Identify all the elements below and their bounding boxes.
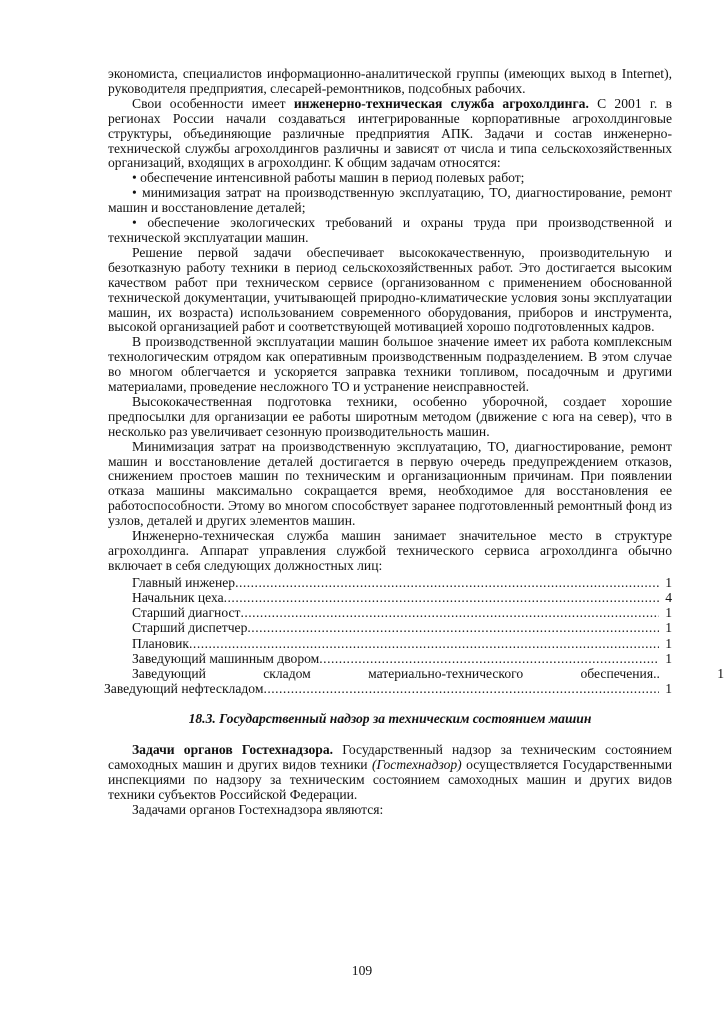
paragraph-gostekhnadzor: Задачи органов Гостехнадзора. Государственный надзор за техническим состоянием самоходных машин и других видов техники (Гостехнадзор) осуществляется Государственными инспекциями по надзору за техническим состоянием самоходных машин и других видов техники субъектов Российской Федерации. <box>108 742 673 802</box>
staff-list <box>104 574 724 698</box>
staff-row: Главный инженер ..... 1 <box>108 576 672 591</box>
body-text <box>104 66 724 818</box>
paragraph: Решение первой задачи обеспечивает высококачественную, производительную и безотказную работу техники в период сельскохозяйственных работ. Это достигается высоким качеством работ при техническом сервисе (организованном с применением обоснованной технической документации, учитывающей природно-климатические условия зоны эксплуатации машин, их возраста) использованием современного оборудования, приборов и инструмента, высокой организацией работ и соответствующей мотивацией хорошо подготовленных кадров. <box>108 244 672 335</box>
staff-row: Плановик ..... 1 <box>108 637 672 652</box>
bold-term: инженерно-техническая служба агрохолдинга. <box>293 95 589 111</box>
paragraph: Минимизация затрат на производственную эксплуатацию, ТО, диагностирование, ремонт машин и восстановление деталей достигается в первую очередь предупреждением отказов, снижением простоев машин по техническим и организационным причинам. При появлении отказа машины максимально сокращается время, необходимое для восстановления ее работоспособности. Этому во многом способствует заранее подготовленный ремонтный фонд из узлов, деталей и других элементов машин. <box>108 438 672 529</box>
staff-row: Старший диагност ..... 1 <box>108 606 672 621</box>
bullet-item: • обеспечение экологических требований и охраны труда при производственной и технической эксплуатации машин. <box>108 215 672 245</box>
staff-row: Заведующий нефтескладом ..... 1 <box>104 682 672 697</box>
page-number: 109 <box>351 963 373 978</box>
staff-row: Начальник цеха ..... 4 <box>108 591 672 606</box>
paragraph: В производственной эксплуатации машин большое значение имеет их работа комплексным технологическим отрядом как оперативным производственным подразделением. В этом случае во многом облегчается и ускоряется заправка техники топливом, посадочным и другими материалами, проведение несложного ТО и устранение неисправностей. <box>108 334 672 395</box>
staff-row: Заведующий машинным двором ..... 1 <box>108 652 672 667</box>
paragraph: Высококачественная подготовка техники, особенно уборочной, создает хорошие предпосылки для организации ее работы широтным методом (движение с юга на север), что в несколько раз увеличивает сезонную производительность машин. <box>108 393 672 439</box>
staff-row: Старший диспетчер ..... 1 <box>108 621 672 636</box>
bullet-item: • обеспечение интенсивной работы машин в период полевых работ; <box>132 170 525 186</box>
bullet-item: • минимизация затрат на производственную эксплуатацию, ТО, диагностирование, ремонт машин и восстановление деталей; <box>108 185 672 216</box>
bold-term: Задачи органов Гостехнадзора. <box>132 742 334 758</box>
paragraph-last: Задачами органов Гостехнадзора являются: <box>132 801 384 817</box>
staff-row-warehouse: Заведующий складом материально-технического обеспечения.. 1 <box>132 665 724 681</box>
paragraph-continued: экономиста, специалистов информационно-аналитической группы (имеющих выход в Internet), руководителя предприятия, слесарей-ремонтников, подсобных рабочих. <box>108 66 672 96</box>
paragraph: Инженерно-техническая служба машин занимает значительное место в структуре агрохолдинга. Аппарат управления службой технического сервиса агрохолдинга обычно включает в себя следующих должностных лиц: <box>108 528 672 573</box>
paragraph-agroholding: Свои особенности имеет инженерно-техническая служба агрохолдинга. С 2001 г. в регионах России начали создаваться интегрированные корпоративные агрохолдинговые структуры, объединяющие различные предприятия АПК. Задачи и состав инженерно-технической службы агрохолдингов различны и зависят от числа и типа сельскохозяйственных организаций, входящих в агрохолдинг. К общим задачам относятся: <box>108 95 672 171</box>
italic-term: (Гостехнадзор) <box>371 757 462 773</box>
section-heading: 18.3. Государственный надзор за техническим состоянием машин <box>188 711 592 727</box>
